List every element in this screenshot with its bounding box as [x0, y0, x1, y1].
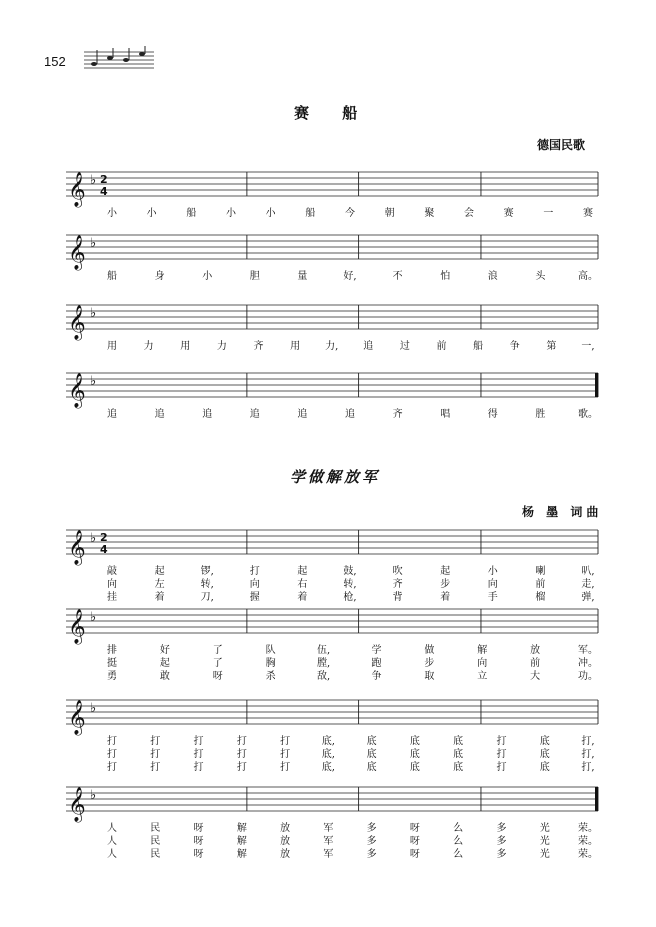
lyric-syllable: 立	[477, 671, 488, 682]
lyric-syllable: 手	[487, 592, 498, 603]
treble-clef-icon: 𝄞	[68, 609, 86, 644]
lyric-syllable: 民	[150, 849, 161, 860]
lyric-syllable: 小	[107, 208, 117, 219]
lyric-syllable: 握	[249, 592, 260, 603]
lyric-syllable: 底	[539, 749, 550, 760]
music-staff	[66, 692, 602, 735]
lyric-syllable: 打	[249, 566, 260, 577]
lyric-syllable: 会	[464, 208, 474, 219]
lyric-syllable: 打	[280, 762, 291, 773]
treble-clef-icon: 𝄞	[68, 787, 86, 822]
lyric-syllable: 荣。	[578, 849, 598, 860]
lyric-syllable: 多	[366, 849, 377, 860]
lyric-syllable: 争	[509, 341, 520, 352]
lyric-syllable: 追	[154, 409, 165, 420]
lyric-syllable: 小	[487, 566, 498, 577]
lyric-syllable: 前	[436, 341, 447, 352]
lyric-syllable: 朝	[384, 208, 395, 219]
lyric-syllable: 了	[212, 658, 223, 669]
lyric-syllable: 多	[496, 836, 507, 847]
lyric-syllable: 底	[366, 749, 377, 760]
lyric-syllable: 学	[371, 645, 382, 656]
lyric-syllable: 多	[366, 823, 377, 834]
lyric-syllable: 船	[186, 208, 197, 219]
lyric-syllable: 底	[539, 736, 550, 747]
treble-clef-icon: 𝄞	[68, 373, 86, 408]
lyric-syllable: 打	[236, 749, 247, 760]
lyric-syllable: 向	[487, 579, 498, 590]
treble-clef-icon: 𝄞	[68, 305, 86, 340]
music-staff-ornament-icon	[84, 46, 156, 72]
lyric-syllable: 好	[159, 645, 170, 656]
lyric-syllable: 民	[150, 836, 161, 847]
music-staff	[66, 164, 602, 207]
lyric-syllable: 打	[193, 736, 204, 747]
lyric-syllable: 用	[290, 341, 301, 352]
lyric-syllable: 底	[409, 749, 420, 760]
music-staff	[66, 365, 602, 408]
lyric-syllable: 小	[265, 208, 276, 219]
lyric-syllable: 伍,	[316, 645, 331, 656]
flat-icon: ♭	[90, 306, 97, 321]
flat-icon: ♭	[90, 788, 97, 803]
lyric-syllable: 锣,	[200, 566, 214, 577]
treble-clef-icon: 𝄞	[68, 530, 86, 565]
lyric-syllable: 叭,	[581, 566, 595, 577]
lyric-syllable: 步	[424, 658, 435, 669]
lyric-syllable: 人	[107, 823, 117, 834]
lyric-syllable: 么	[453, 836, 464, 847]
lyric-syllable: 军	[323, 836, 334, 847]
lyric-syllable: 第	[546, 341, 557, 352]
lyric-syllable: 队	[265, 645, 276, 656]
lyric-syllable: 打,	[581, 749, 595, 760]
lyric-syllable: 力,	[325, 341, 339, 352]
lyric-syllable: 光	[539, 823, 550, 834]
lyric-syllable: 么	[453, 849, 464, 860]
lyric-syllable: 解	[236, 836, 247, 847]
treble-clef-icon: 𝄞	[68, 172, 86, 207]
lyric-syllable: 挂	[107, 592, 117, 603]
lyric-syllable: 左	[154, 579, 165, 590]
lyric-syllable: 小	[146, 208, 157, 219]
lyric-syllable: 敌,	[316, 671, 331, 682]
lyric-syllable: 民	[150, 823, 161, 834]
lyric-line	[107, 405, 598, 421]
lyric-syllable: 船	[473, 341, 484, 352]
lyric-syllable: 了	[212, 645, 223, 656]
lyric-syllable: 军。	[578, 645, 598, 656]
lyric-syllable: 底,	[321, 736, 335, 747]
lyric-syllable: 底	[453, 736, 464, 747]
lyric-syllable: 跑	[371, 658, 382, 669]
lyric-syllable: 呀	[193, 849, 204, 860]
music-staff	[66, 227, 602, 270]
final-bar-line	[595, 373, 598, 397]
lyric-syllable: 军	[323, 849, 334, 860]
lyric-syllable: 齐	[253, 341, 264, 352]
lyric-syllable: 追	[345, 409, 355, 420]
lyric-syllable: 用	[180, 341, 191, 352]
lyric-syllable: 打	[150, 762, 161, 773]
lyric-syllable: 挺	[107, 658, 117, 669]
music-staff	[66, 779, 602, 822]
time-signature-digit: 2	[100, 173, 108, 186]
lyric-syllable: 起	[159, 658, 170, 669]
lyric-syllable: 底	[409, 762, 420, 773]
lyric-syllable: 解	[477, 645, 488, 656]
lyric-syllable: 鼓,	[343, 566, 357, 577]
lyric-syllable: 打,	[581, 736, 595, 747]
lyric-syllable: 转,	[200, 579, 214, 590]
lyric-syllable: 追	[363, 341, 374, 352]
lyric-syllable: 力	[216, 341, 227, 352]
lyric-syllable: 排	[107, 645, 117, 656]
lyric-syllable: 枪,	[343, 592, 357, 603]
lyric-syllable: 小	[202, 271, 213, 282]
lyric-syllable: 敲	[107, 566, 117, 577]
lyric-syllable: 光	[539, 836, 550, 847]
lyric-syllable: 向	[249, 579, 260, 590]
lyric-syllable: 荣。	[578, 823, 598, 834]
song-attribution: 德国民歌	[537, 138, 586, 152]
lyric-syllable: 转,	[343, 579, 357, 590]
lyric-syllable: 追	[202, 409, 213, 420]
flat-icon: ♭	[90, 173, 97, 188]
lyric-syllable: 向	[107, 579, 117, 590]
lyric-syllable: 弹,	[581, 592, 595, 603]
lyric-syllable: 底,	[321, 762, 335, 773]
lyric-syllable: 打	[496, 736, 507, 747]
lyric-syllable: 功。	[578, 671, 598, 682]
final-bar-line	[595, 787, 598, 811]
lyric-syllable: 歌。	[578, 409, 598, 420]
treble-clef-icon: 𝄞	[68, 700, 86, 735]
lyric-syllable: 底	[366, 736, 377, 747]
flat-icon: ♭	[90, 531, 97, 546]
lyric-syllable: 身	[154, 271, 165, 282]
flat-icon: ♭	[90, 610, 97, 625]
lyric-syllable: 打	[193, 762, 204, 773]
lyric-syllable: 放	[530, 645, 541, 656]
lyric-line	[107, 267, 598, 283]
lyric-syllable: 呀	[409, 823, 420, 834]
lyric-syllable: 起	[440, 566, 451, 577]
time-signature-digit: 4	[100, 543, 108, 556]
lyric-syllable: 榴	[535, 592, 546, 603]
lyric-syllable: 步	[440, 579, 451, 590]
lyric-line	[107, 204, 593, 220]
lyric-syllable: 冲。	[578, 658, 598, 669]
lyric-syllable: 刀,	[200, 592, 214, 603]
lyric-syllable: 打	[236, 762, 247, 773]
lyric-syllable: 做	[424, 645, 435, 656]
lyric-syllable: 勇	[107, 671, 117, 682]
lyric-syllable: 背	[392, 592, 403, 603]
song-title: 赛 船	[294, 104, 372, 122]
music-staff	[66, 297, 602, 340]
lyric-line	[107, 667, 598, 683]
lyric-syllable: 吹	[392, 566, 403, 577]
lyric-syllable: 打	[150, 749, 161, 760]
lyric-syllable: 追	[107, 409, 117, 420]
lyric-syllable: 着	[440, 592, 451, 603]
lyric-syllable: 量	[297, 271, 308, 282]
lyric-syllable: 打	[193, 749, 204, 760]
time-signature-digit: 4	[100, 185, 108, 198]
lyric-syllable: 唱	[440, 409, 451, 420]
lyric-syllable: 放	[280, 836, 291, 847]
lyric-line	[107, 845, 598, 861]
time-signature-digit: 2	[100, 531, 108, 544]
lyric-syllable: 胸	[265, 658, 276, 669]
lyric-syllable: 多	[496, 823, 507, 834]
lyric-syllable: 呀	[212, 671, 223, 682]
lyric-syllable: 齐	[392, 579, 403, 590]
lyric-syllable: 打	[107, 749, 117, 760]
lyric-syllable: 不	[392, 271, 403, 282]
lyric-line	[107, 337, 595, 353]
lyric-syllable: 解	[236, 823, 247, 834]
lyric-syllable: 多	[496, 849, 507, 860]
lyric-syllable: 今	[345, 208, 355, 219]
lyric-syllable: 底	[366, 762, 377, 773]
lyric-syllable: 打,	[581, 762, 595, 773]
lyric-syllable: 喇	[535, 566, 546, 577]
music-staff	[66, 601, 602, 644]
lyric-line	[107, 758, 595, 774]
lyric-syllable: 打	[107, 762, 117, 773]
lyric-syllable: 放	[280, 823, 291, 834]
lyric-syllable: 放	[280, 849, 291, 860]
lyric-syllable: 底	[539, 762, 550, 773]
lyric-syllable: 一	[543, 208, 554, 219]
lyric-syllable: 人	[107, 849, 117, 860]
flat-icon: ♭	[90, 374, 97, 389]
music-staff	[66, 522, 602, 565]
lyric-syllable: 打	[496, 749, 507, 760]
lyric-syllable: 打	[107, 736, 117, 747]
lyric-syllable: 追	[297, 409, 308, 420]
lyric-syllable: 怕	[440, 271, 451, 282]
lyric-syllable: 起	[154, 566, 165, 577]
lyric-syllable: 敢	[159, 671, 170, 682]
lyric-syllable: 打	[280, 736, 291, 747]
lyric-syllable: 打	[150, 736, 161, 747]
song-title: 学做解放军	[290, 468, 381, 486]
lyric-syllable: 么	[453, 823, 464, 834]
lyric-syllable: 底	[453, 762, 464, 773]
lyric-syllable: 呀	[193, 823, 204, 834]
lyric-syllable: 底,	[321, 749, 335, 760]
lyric-syllable: 胜	[535, 409, 546, 420]
lyric-syllable: 起	[297, 566, 308, 577]
lyric-syllable: 膛,	[316, 658, 331, 669]
lyric-syllable: 齐	[392, 409, 403, 420]
lyric-syllable: 解	[236, 849, 247, 860]
lyric-syllable: 前	[530, 658, 541, 669]
lyric-syllable: 一,	[581, 341, 595, 352]
lyric-syllable: 赛	[503, 208, 514, 219]
page-number: 152	[44, 54, 66, 69]
lyric-syllable: 杀	[265, 671, 276, 682]
lyric-syllable: 光	[539, 849, 550, 860]
lyric-syllable: 争	[371, 671, 382, 682]
lyric-syllable: 前	[535, 579, 546, 590]
lyric-syllable: 打	[496, 762, 507, 773]
lyric-syllable: 军	[323, 823, 334, 834]
lyric-syllable: 人	[107, 836, 117, 847]
lyric-syllable: 着	[297, 592, 308, 603]
lyric-syllable: 取	[424, 671, 435, 682]
lyric-syllable: 呀	[409, 849, 420, 860]
lyric-syllable: 好,	[343, 271, 357, 282]
lyric-syllable: 着	[154, 592, 165, 603]
lyric-syllable: 小	[226, 208, 236, 219]
song-attribution: 杨 墨 词曲	[522, 505, 603, 519]
lyric-syllable: 打	[236, 736, 247, 747]
lyric-syllable: 呀	[409, 836, 420, 847]
lyric-syllable: 得	[487, 409, 498, 420]
lyric-syllable: 底	[409, 736, 420, 747]
lyric-syllable: 过	[399, 341, 410, 352]
lyric-syllable: 追	[249, 409, 260, 420]
treble-clef-icon: 𝄞	[68, 235, 86, 270]
lyric-syllable: 胆	[249, 271, 260, 282]
lyric-syllable: 多	[366, 836, 377, 847]
lyric-syllable: 浪	[487, 271, 498, 282]
flat-icon: ♭	[90, 701, 97, 716]
lyric-syllable: 底	[453, 749, 464, 760]
lyric-syllable: 船	[107, 271, 117, 282]
lyric-syllable: 聚	[424, 208, 435, 219]
flat-icon: ♭	[90, 236, 97, 251]
lyric-syllable: 打	[280, 749, 291, 760]
lyric-syllable: 赛	[583, 208, 593, 219]
lyric-syllable: 呀	[193, 836, 204, 847]
lyric-syllable: 向	[477, 658, 488, 669]
lyric-syllable: 头	[535, 271, 546, 282]
lyric-syllable: 荣。	[578, 836, 598, 847]
lyric-syllable: 走,	[581, 579, 595, 590]
lyric-syllable: 力	[143, 341, 154, 352]
lyric-syllable: 用	[107, 341, 117, 352]
lyric-syllable: 高。	[578, 271, 598, 282]
lyric-syllable: 船	[305, 208, 316, 219]
lyric-syllable: 右	[297, 579, 308, 590]
lyric-syllable: 大	[530, 671, 541, 682]
